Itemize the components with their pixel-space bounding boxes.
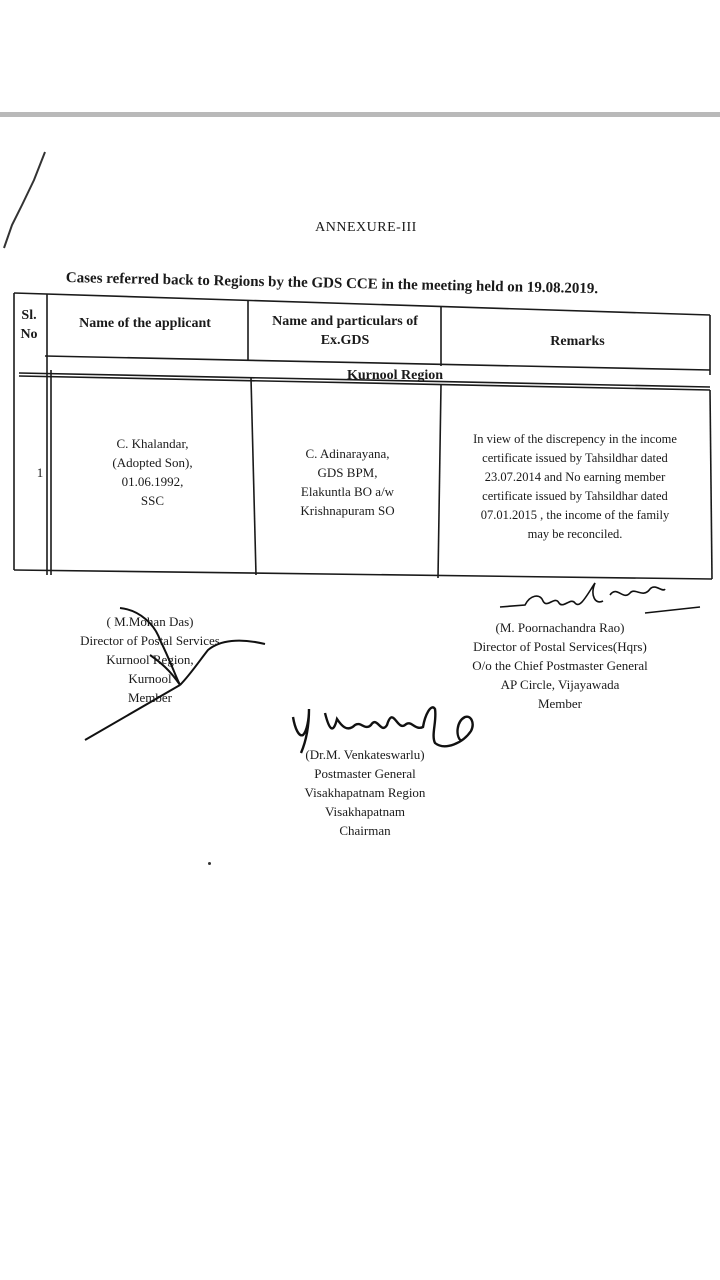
document-subtitle: Cases referred back to Regions by the GDS CCE in the meeting held on 19.08.2019. (65, 270, 599, 298)
row-remarks: In view of the discrepency in the income certificate issued by Tahsildhar dated 23.07.2014 and No earning member certificate issued by Tahsildhar dated 07.01.2015 , the income of the family may be reconciled. (473, 432, 677, 541)
header-remarks: Remarks (550, 334, 605, 349)
signatory-left: ( M.Mohan Das) Director of Postal Services Kurnool Region, Kurnool Member (80, 614, 220, 705)
annexure-title: ANNEXURE-III (315, 220, 417, 235)
region-row: Kurnool Region (346, 368, 444, 383)
header-applicant: Name of the applicant (79, 316, 211, 331)
signatory-center: (Dr.M. Venkateswarlu) Postmaster General Visakhapatnam Region Visakhapatnam Chairman (304, 747, 426, 838)
center-signature-scribble (285, 695, 485, 755)
stray-mark (208, 862, 211, 865)
left-signature-scribble (80, 600, 280, 750)
row-sl-no: 1 (36, 465, 44, 480)
header-sl-no: Sl. No (20, 308, 38, 342)
row-exgds: C. Adinarayana, GDS BPM, Elakuntla BO a/w Krishnapuram SO (300, 446, 395, 518)
top-divider (0, 112, 720, 117)
row-applicant: C. Khalandar, (Adopted Son), 01.06.1992, SSC (112, 436, 193, 508)
signatory-right: (M. Poornachandra Rao) Director of Postal Services(Hqrs) O/o the Chief Postmaster General AP Circle, Vijayawada Member (472, 620, 648, 711)
right-signature-scribble (495, 575, 705, 620)
header-exgds: Name and particulars of Ex.GDS (272, 314, 418, 348)
top-blank-bar (0, 0, 720, 112)
